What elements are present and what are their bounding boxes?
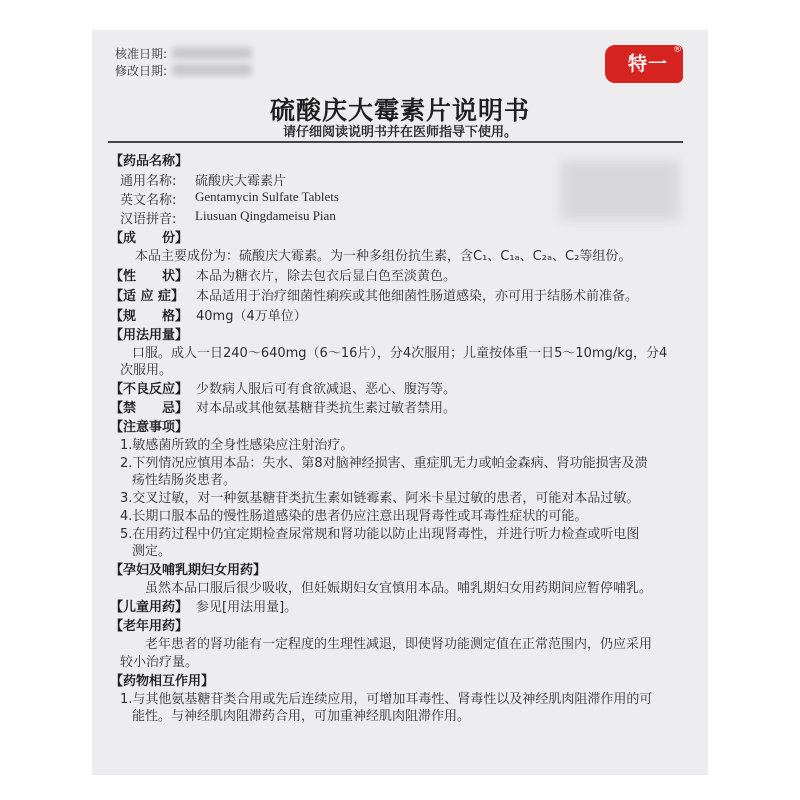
indications-text: 本品适用于治疗细菌性痢疾或其他细菌性肠道感染，亦可用于结肠术前准备。: [196, 289, 639, 304]
precaution-item: 2.下列情况应慎用本品：失水、第8对脑神经损害、重症肌无力或帕金森病、肾功能损害及溃: [120, 456, 648, 471]
dosage-line-1: 口服。成人一日240～640mg（6～16片），分4次服用；儿童按体重一日5～10mg/kg，分4: [132, 346, 668, 361]
precaution-item: 测定。: [132, 544, 172, 559]
dosage-line-2: 次服用。: [120, 363, 173, 378]
children-text: 参见[用法用量]。: [196, 600, 298, 615]
pregnancy-text: 虽然本品口服后很少吸收，但妊娠期妇女宜慎用本品。哺乳期妇女用药期间应暂停哺乳。: [145, 581, 653, 596]
precautions-heading: 【注意事项】: [110, 420, 189, 435]
appearance-heading: 【性 状】: [110, 269, 189, 284]
approval-date-redacted: [172, 47, 252, 59]
registered-mark: ®: [673, 45, 682, 55]
specification-text: 40mg（4万单位）: [196, 309, 307, 324]
document-subtitle: 请仔细阅读说明书并在医师指导下使用。: [282, 125, 517, 140]
elderly-heading: 【老年用药】: [110, 619, 189, 634]
adverse-heading: 【不良反应】: [110, 382, 189, 397]
pinyin-label: 汉语拼音:: [120, 212, 177, 227]
brand-logo: 特一: [613, 45, 683, 83]
composition-heading: 【成 份】: [110, 231, 189, 246]
generic-name-label: 通用名称:: [120, 174, 177, 189]
contraindications-heading: 【禁 忌】: [110, 401, 189, 416]
composition-text: 本品主要成份为：硫酸庆大霉素。为一种多组份抗生素，含C₁、C₁ₐ、C₂ₐ、C₂等组份。: [135, 249, 632, 264]
appearance-text: 本品为糖衣片，除去包衣后显白色至淡黄色。: [196, 269, 457, 284]
children-heading: 【儿童用药】: [110, 600, 189, 615]
contraindications-text: 对本品或其他氨基糖苷类抗生素过敏者禁用。: [196, 401, 457, 416]
indications-heading: 【适 应 症】: [110, 289, 185, 304]
revision-date-label: 修改日期:: [115, 64, 168, 78]
precaution-item: 5.在用药过程中仍宜定期检查尿常规和肾功能以防止出现肾毒性，并进行听力检查或听电图: [120, 527, 640, 542]
adverse-text: 少数病人服后可有食欲减退、恶心、腹泻等。: [196, 382, 457, 397]
title-divider: [108, 141, 683, 143]
precaution-item: 1.敏感菌所致的全身性感染应注射治疗。: [120, 438, 354, 453]
precaution-item: 疡性结肠炎患者。: [132, 473, 237, 488]
precaution-item: 4.长期口服本品的慢性肠道感染的患者仍应注意出现肾毒性或耳毒性症状的可能。: [120, 509, 588, 524]
generic-name-value: 硫酸庆大霉素片: [195, 174, 287, 189]
english-name-label: 英文名称:: [120, 193, 177, 208]
drug-name-heading: 【药品名称】: [110, 154, 189, 169]
document-title: 硫酸庆大霉素片说明书: [269, 96, 530, 125]
elderly-line-2: 较小治疗量。: [120, 655, 199, 670]
precaution-item: 3.交叉过敏，对一种氨基糖苷类抗生素如链霉素、阿米卡星过敏的患者，可能对本品过敏。: [120, 491, 640, 506]
revision-date-redacted: [172, 64, 252, 76]
interactions-line-1: 1.与其他氨基糖苷类合用或先后连续应用，可增加耳毒性、肾毒性以及神经肌肉阻滞作用的可: [120, 692, 653, 707]
interactions-heading: 【药物相互作用】: [110, 674, 215, 689]
print-shadow: [560, 160, 680, 220]
english-name-value: Gentamycin Sulfate Tablets: [195, 189, 339, 204]
interactions-line-2: 能性。与神经肌肉阻滞药合用，可加重神经肌肉阻滞作用。: [132, 709, 471, 724]
dosage-heading: 【用法用量】: [110, 328, 189, 343]
specification-heading: 【规 格】: [110, 309, 189, 324]
pregnancy-heading: 【孕妇及哺乳期妇女用药】: [110, 563, 267, 578]
elderly-line-1: 老年患者的肾功能有一定程度的生理性减退，即使肾功能测定值在正常范围内，仍应采用: [145, 637, 653, 652]
pinyin-value: Liusuan Qingdameisu Pian: [195, 208, 336, 223]
approval-date-label: 核准日期:: [115, 47, 168, 61]
